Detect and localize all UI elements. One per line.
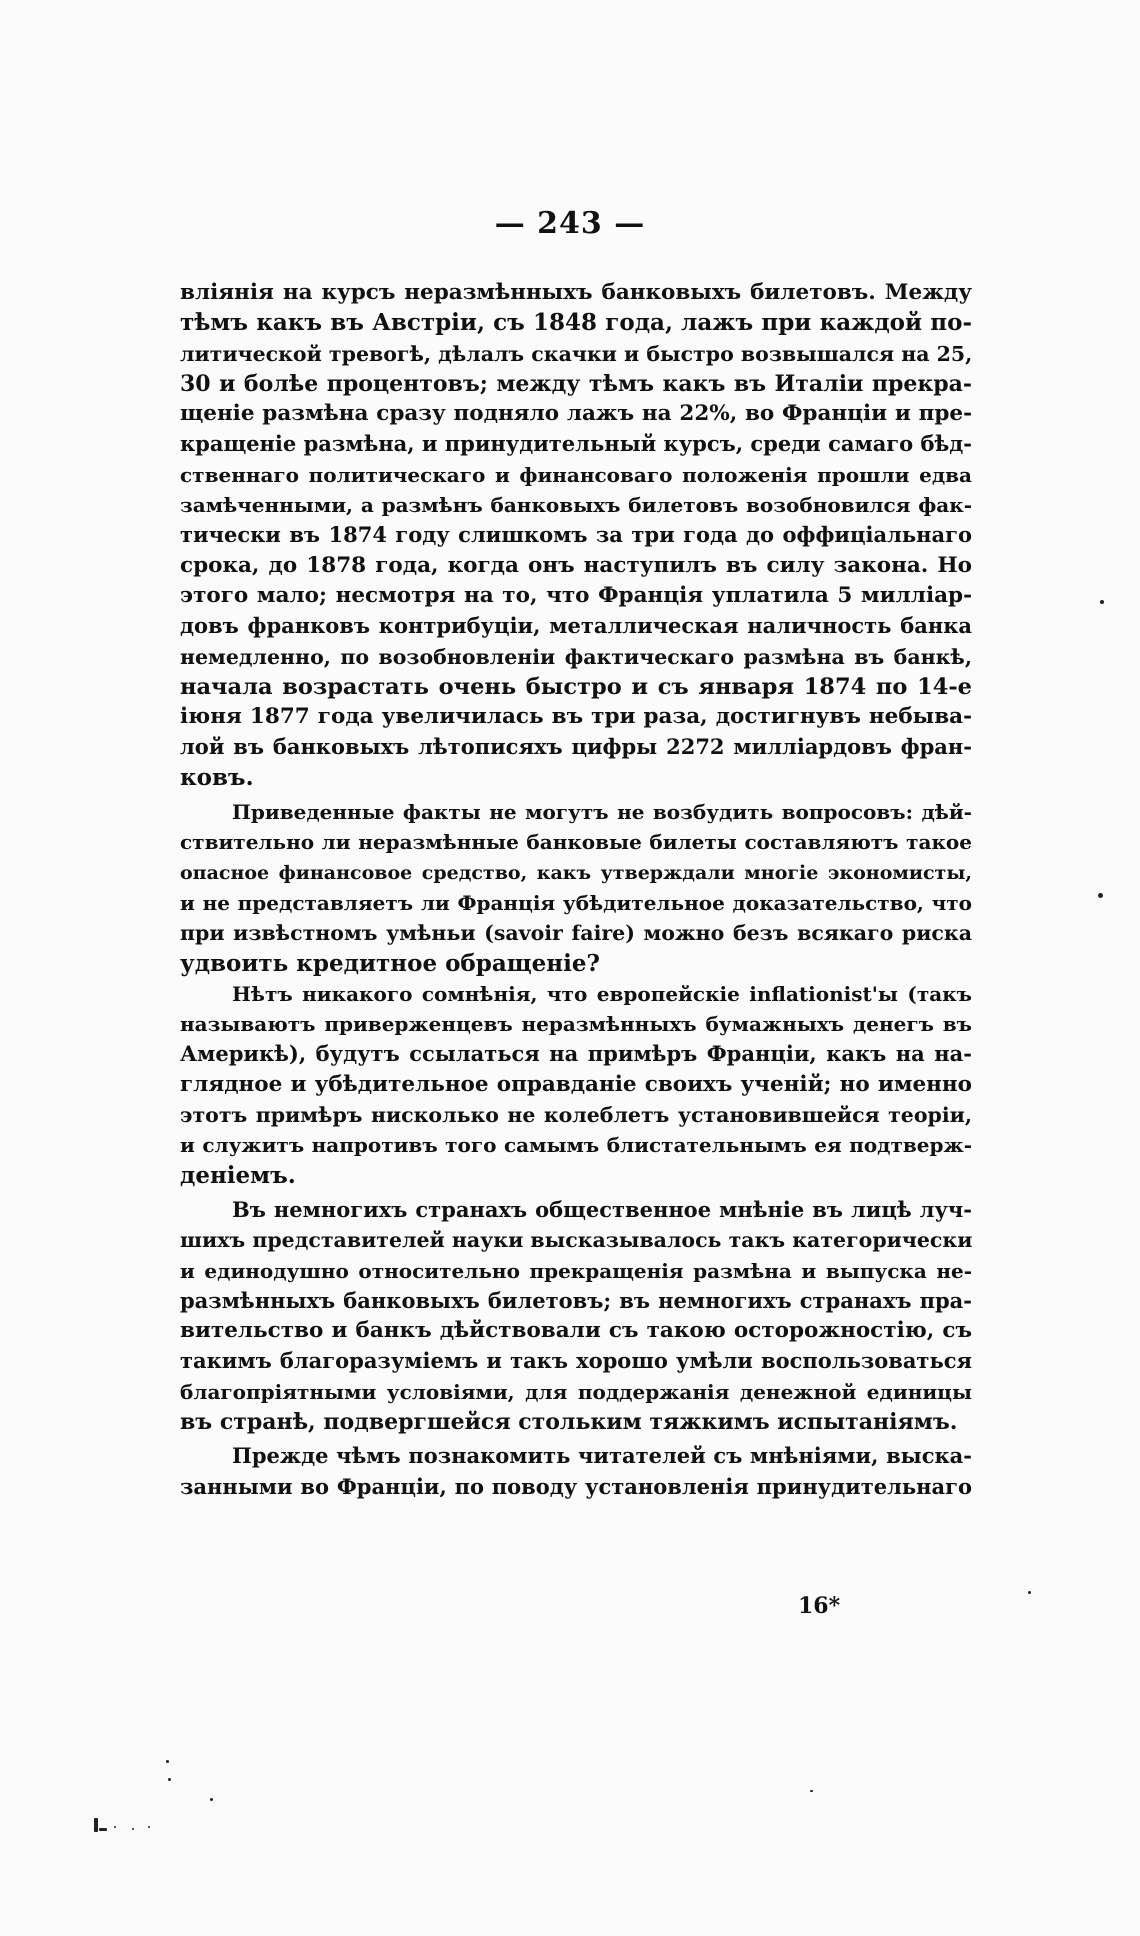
text-line: ственнаго политическаго и финансоваго положенія прошли едва [180,462,972,487]
text-line: удвоить кредитное обращеніе? [180,949,600,977]
text-line: глядное и убѣдительное оправданіе своихъ ученій; но именно [180,1071,972,1097]
text-line: этого мало; несмотря на то, что Франція уплатила 5 милліар- [180,582,972,608]
scan-speck [94,1818,98,1832]
page-number: — 243 — [494,206,646,241]
text-line: этотъ примѣръ нисколько не колеблетъ установившейся теоріи, [180,1103,972,1128]
scan-speck [1098,893,1103,898]
scan-speck [99,1828,107,1831]
text-line: 30 и болѣе процентовъ; между тѣмъ какъ въ Италіи прекра- [180,370,972,397]
text-line: шихъ представителей науки высказывалось такъ категорически [180,1228,972,1253]
text-line: литической тревогѣ, дѣлалъ скачки и быстро возвышался на 25, [180,341,972,366]
text-line: называютъ приверженцевъ неразмѣнныхъ бумажныхъ денегъ въ [180,1012,972,1037]
signature-mark: 16* [798,1593,841,1619]
text-line: и служитъ напротивъ того самымъ блистательнымъ ея подтверж- [180,1133,972,1158]
text-line: кращеніе размѣна, и принудительный курсъ, среди самаго бѣд- [180,431,972,457]
scan-speck [810,1790,813,1792]
scan-speck [1100,600,1104,604]
text-line: въ странѣ, подвергшейся стольким тяжкимъ испытаніямъ. [180,1408,958,1435]
text-line: тически въ 1874 году слишкомъ за три года до оффиціальнаго [180,522,972,548]
text-line: Нѣтъ никакого сомнѣнія, что европейскіе inflationist'ы (такъ [232,981,972,1006]
text-line: опасное финансовое средство, какъ утверждали многіе экономисты, [180,861,972,884]
scan-speck [132,1828,134,1830]
scan-speck [210,1798,213,1801]
text-line: и не представляетъ ли Франція убѣдительное доказательство, что [180,890,972,915]
text-line: занными во Франціи, по поводу установленія принудительнаго [180,1473,972,1499]
scan-speck [166,1760,169,1763]
text-line: и единодушно относительно прекращенія размѣна и выпуска не- [180,1258,972,1283]
text-line: благопріятными условіями, для поддержанія денежной единицы [180,1379,972,1404]
text-line: замѣченными, а размѣнъ банковыхъ билетовъ возобновился фак- [180,493,972,518]
scan-speck [148,1826,150,1828]
text-line: щеніе размѣна сразу подняло лажъ на 22%, во Франціи и пре- [180,401,972,427]
text-line: іюня 1877 года увеличилась въ три раза, достигнувъ небыва- [180,704,972,730]
text-line: ствительно ли неразмѣнные банковые билеты составляютъ такое [180,830,972,855]
text-line: вліянія на курсъ неразмѣнныхъ банковыхъ билетовъ. Между [180,280,972,305]
text-line: довъ франковъ контрибуціи, металлическая наличность банка [180,613,972,639]
text-line: лой въ банковыхъ лѣтописяхъ цифры 2272 милліардовъ фран- [180,734,972,760]
text-line: ковъ. [180,763,254,791]
scan-speck [114,1826,116,1828]
text-line: срока, до 1878 года, когда онъ наступилъ въ силу закона. Но [180,552,972,578]
text-line: тѣмъ какъ въ Австріи, съ 1848 года, лажъ при каждой по- [180,309,972,337]
text-line: деніемъ. [180,1161,296,1189]
body-text [180,278,972,1502]
text-line: такимъ благоразуміемъ и такъ хорошо умѣли воспользоваться [180,1348,972,1374]
text-line: Прежде чѣмъ познакомить читателей съ мнѣніями, выска- [232,1443,972,1469]
text-line: при извѣстномъ умѣньи (savoir faire) можно безъ всякаго риска [180,921,972,946]
text-line: Приведенные факты не могутъ не возбудить вопросовъ: дѣй- [232,800,972,825]
text-line: начала возрастать очень быстро и съ января 1874 по 14-е [180,673,972,700]
text-line: вительство и банкъ дѣйствовали съ такою осторожностію, съ [180,1318,972,1344]
text-line: Въ немногихъ странахъ общественное мнѣніе въ лицѣ луч- [232,1196,972,1222]
text-line: немедленно, по возобновленіи фактическаго размѣна въ банкѣ, [180,644,972,669]
scan-speck [1028,1591,1031,1594]
text-line: Америкѣ), будутъ ссылаться на примѣръ Франціи, какъ на на- [180,1041,972,1067]
scan-speck [168,1778,171,1781]
text-line: размѣнныхъ банковыхъ билетовъ; въ немногихъ странахъ пра- [180,1287,972,1313]
